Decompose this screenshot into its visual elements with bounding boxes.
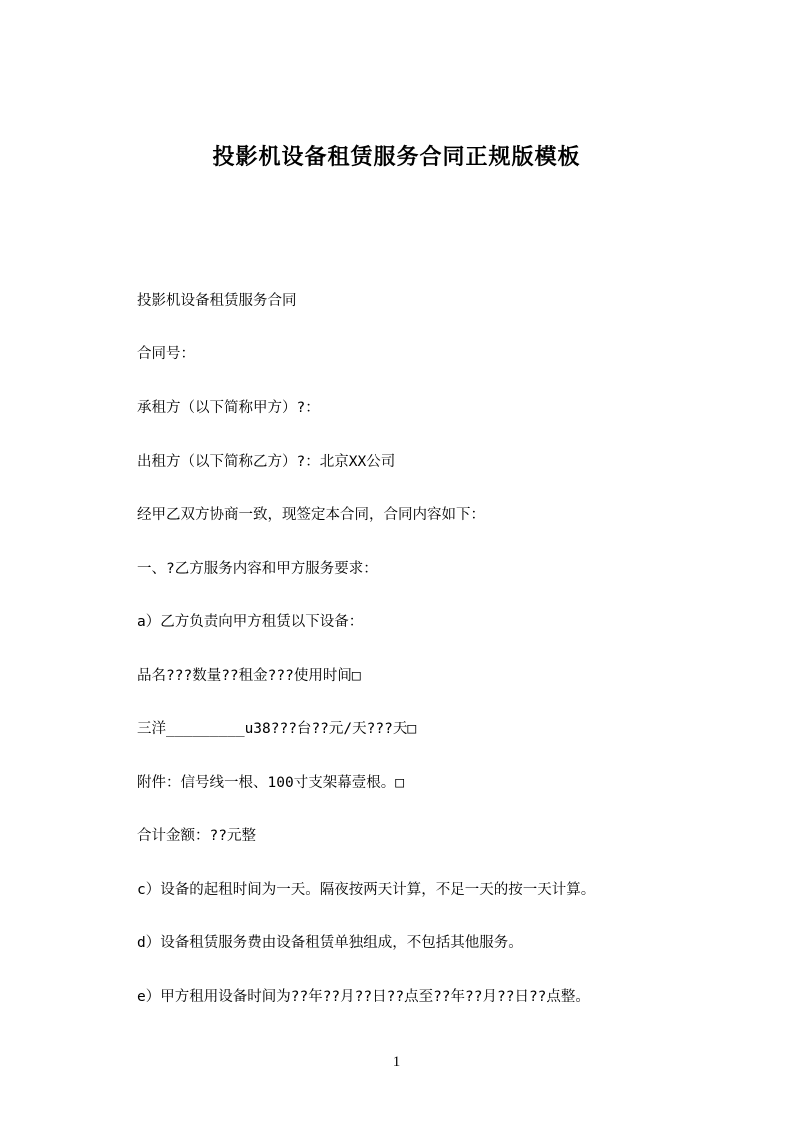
lessor-line: 出租方（以下简称乙方）?：北京XX公司	[137, 454, 396, 470]
agreement-intro-line: 经甲乙双方协商一致，现签定本合同，合同内容如下：	[137, 507, 485, 523]
lessee-line: 承租方（以下简称甲方）?：	[137, 400, 320, 416]
page-number: 1	[392, 1054, 401, 1070]
clause-c-line: c）设备的起租时间为一天。隔夜按两天计算，不足一天的按一天计算。	[137, 882, 596, 898]
clause-a-line: a）乙方负责向甲方租赁以下设备：	[137, 614, 364, 630]
equipment-header-line: 品名???数量??租金???使用时间□	[137, 668, 361, 684]
total-amount-line: 合计金额：??元整	[137, 828, 256, 844]
section-one-heading: 一、?乙方服务内容和甲方服务要求：	[137, 561, 378, 577]
accessories-line: 附件：信号线一根、100寸支架幕壹根。□	[137, 775, 404, 791]
document-title: 投影机设备租赁服务合同正规版模板	[212, 145, 581, 170]
equipment-row-line: 三洋_________u38???台??元/天???天□	[137, 721, 417, 737]
clause-d-line: d）设备租赁服务费由设备租赁单独组成，不包括其他服务。	[137, 935, 523, 951]
contract-number-line: 合同号：	[137, 346, 195, 362]
contract-heading: 投影机设备租赁服务合同	[137, 293, 297, 309]
clause-e-line: e）甲方租用设备时间为??年??月??日??点至??年??月??日??点整。	[137, 989, 590, 1005]
